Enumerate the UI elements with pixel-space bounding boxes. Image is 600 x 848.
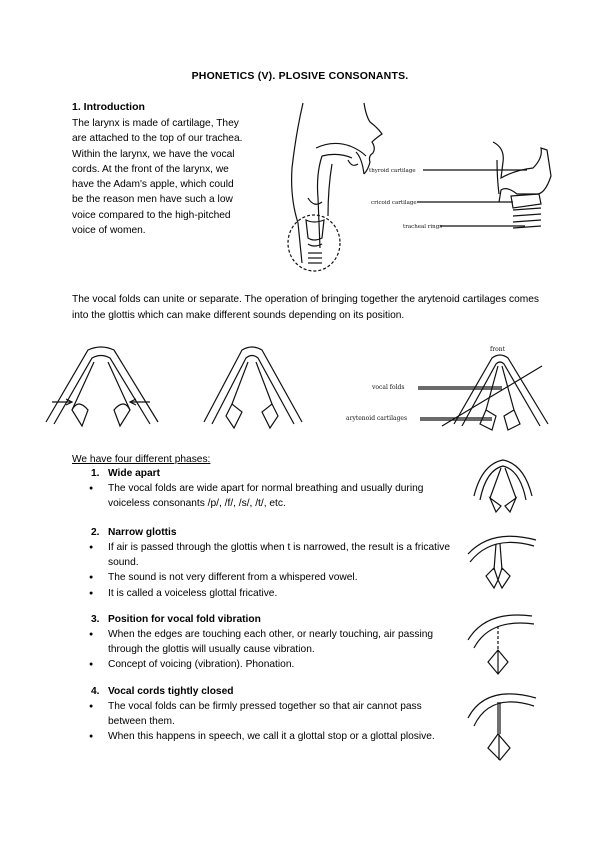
larynx-diagram [365,138,565,238]
glottis-labeled-illustration [342,340,557,435]
phase-narrow-glottis-icon [462,520,542,595]
thyroid-label: thyroid cartilage [369,168,416,174]
list-item: ● If air is passed through the glottis when t is narrowed, the result is a fricative sound. [88,541,458,570]
tracheal-label: tracheal rings [403,224,443,230]
intro-line: have the Adam's apple, which could [72,179,234,191]
intro-text [72,116,272,238]
phase-vibration [88,614,458,674]
intro-line: voice compared to the high-pitched [72,209,231,221]
phase-wide-apart-icon [468,452,538,522]
phase-closed [88,686,458,746]
intro-line: voice of women. [72,225,146,237]
list-item: ● The vocal folds can be firmly pressed together so that air cannot pass between them. [88,700,458,729]
phase-wide-apart [88,468,458,512]
glottis-narrow-illustration [196,340,311,435]
front-label: front [490,346,505,353]
phases-heading: We have four different phases: [72,454,211,465]
list-item: ● Concept of voicing (vibration). Phonation. [88,658,458,673]
intro-line: be the reason men have such a low [72,194,233,206]
intro-line: The larynx is made of cartilage, They [72,118,239,129]
glottis-wide-open-illustration [38,340,168,435]
vocal-folds-label: vocal folds [372,384,405,391]
list-item: ● The sound is not very different from a whispered vowel. [88,571,458,586]
intro-heading: 1. Introduction [72,101,145,113]
list-item: ● When this happens in speech, we call it a glottal stop or a glottal plosive. [88,730,458,745]
list-item: ● It is called a voiceless glottal fricative. [88,587,458,602]
list-item: ● The vocal folds are wide apart for normal breathing and usually during voiceless consonants /p/, /f/, /s/, /t/, etc. [88,482,458,511]
page-title: PHONETICS (V). PLOSIVE CONSONANTS. [191,70,409,82]
intro-line: Within the larynx, we have the vocal [72,148,235,160]
phase-title: 4. Vocal cords tightly closed [91,686,234,697]
phase-title: 1. Wide apart [91,468,160,479]
intro-line: are attached to the top of our trachea. [72,133,243,145]
phase-narrow-glottis [88,527,458,602]
phase-title: 2. Narrow glottis [91,527,177,538]
arytenoid-label: arytenoid cartilages [346,415,408,422]
intro-line: cords. At the front of the larynx, we [72,163,229,175]
phase-closed-icon [462,680,542,765]
phase-title: 3. Position for vocal fold vibration [91,614,261,625]
cricoid-label: cricoid cartilage [371,200,417,206]
list-item: ● When the edges are touching each other, or nearly touching, air passing through the glottis will usually cause vibration. [88,628,458,657]
phase-vibration-icon [462,600,542,680]
glottis-paragraph: The vocal folds can unite or separate. The operation of bringing together the arytenoid cartilages comes into the glottis which can make different sounds depending on its position. [72,294,540,321]
